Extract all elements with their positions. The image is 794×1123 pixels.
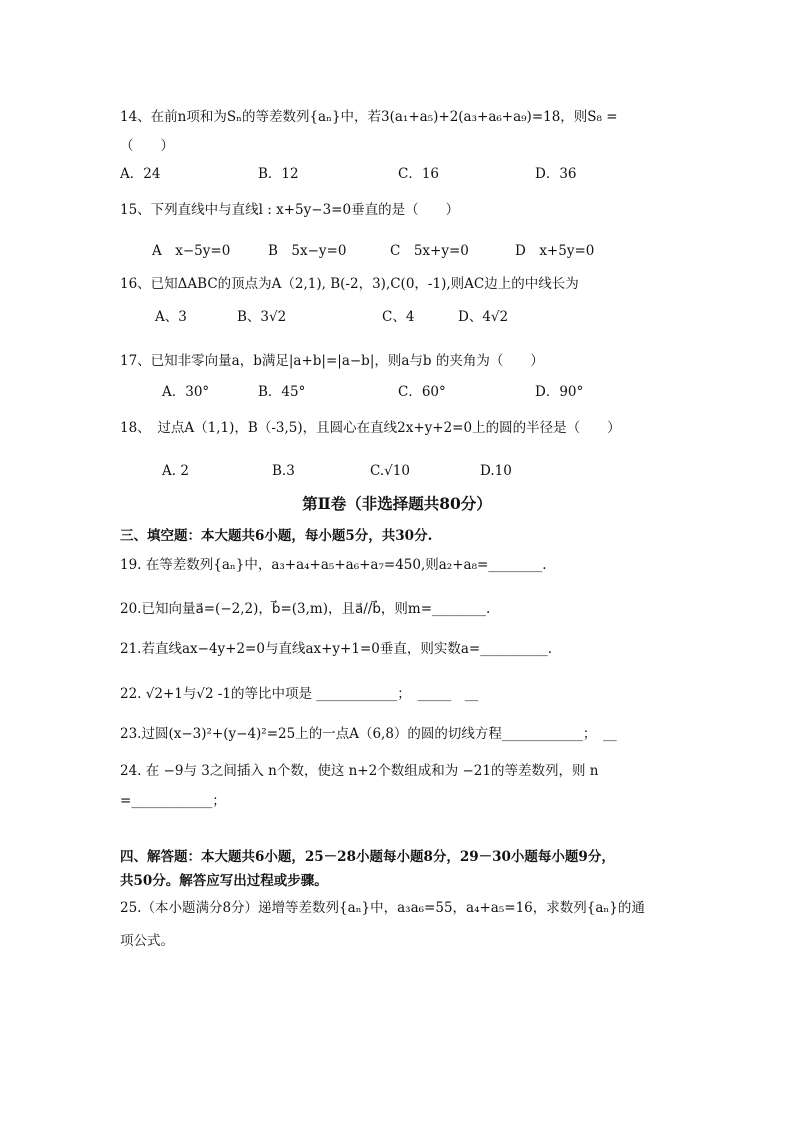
q15-option-c[interactable]: C 5x+y=0	[390, 243, 469, 259]
q14-options	[0, 165, 794, 183]
q17-options	[0, 383, 794, 401]
section4-heading-line2: 共50分。解答应写出过程或步骤。	[120, 873, 328, 889]
q22-text: 22. √2+1与√2 -1的等比中项是 ____________； _____ __	[120, 686, 479, 702]
q16-option-b[interactable]: B、3√2	[237, 309, 287, 325]
q14-stem: 14、在前n项和为Sₙ的等差数列{aₙ}中，若3(a₁+a₅)+2(a₃+a₆+a₉)=18，则S₈ =	[120, 109, 618, 125]
q14-paren: （ ）	[120, 138, 174, 154]
q16-option-d[interactable]: D、4√2	[458, 309, 509, 325]
q18-option-b[interactable]: B.3	[272, 463, 295, 479]
q14-option-b[interactable]: B．12	[258, 166, 299, 182]
section4-heading-line1: 四、解答题：本大题共6小题，25－28小题每小题8分，29－30小题每小题9分，	[120, 849, 615, 865]
q15-option-d[interactable]: D x+5y=0	[515, 243, 595, 259]
q18-option-a[interactable]: A. 2	[162, 463, 189, 479]
q23-text: 23.过圆(x−3)²+(y−4)²=25上的一点A（6,8）的圆的切线方程____________； __	[120, 726, 617, 742]
q17-stem: 17、已知非零向量a，b满足|a+b|=|a−b|，则a与b 的夹角为（ ）	[120, 353, 544, 369]
q25-line1: 25.（本小题满分8分）递增等差数列{aₙ}中，a₃a₆=55，a₄+a₅=16，求数列{aₙ}的通	[120, 900, 645, 916]
q16-option-a[interactable]: A、3	[155, 309, 187, 325]
q16-option-c[interactable]: C、4	[382, 309, 415, 325]
q19-text: 19. 在等差数列{aₙ}中，a₃+a₄+a₅+a₆+a₇=450,则a₂+a₈=________.	[120, 557, 547, 573]
q17-option-d[interactable]: D．90°	[535, 384, 584, 400]
q24-line2: =____________；	[120, 793, 226, 809]
q18-option-c[interactable]: C.√10	[370, 463, 410, 479]
q24-line1: 24. 在 −9与 3之间插入 n个数，使这 n+2个数组成和为 −21的等差数列，则 n	[120, 763, 599, 779]
q14-option-a[interactable]: A．24	[120, 166, 161, 182]
q15-stem: 15、下列直线中与直线l : x+5y−3=0垂直的是（ ）	[120, 202, 460, 218]
section3-heading: 三、填空题：本大题共6小题，每小题5分，共30分.	[120, 528, 433, 544]
q14-option-c[interactable]: C．16	[398, 166, 440, 182]
q16-stem: 16、已知ΔABC的顶点为A（2,1), B(-2，3),C(0，-1),则AC边上的中线长为	[120, 276, 579, 292]
q15-options	[0, 242, 794, 260]
q20-text: 20.已知向量a⃗=(−2,2)，b⃗=(3,m)，且a⃗//b⃗，则m=________.	[120, 601, 491, 617]
q25-line2: 项公式。	[120, 933, 174, 949]
q17-option-c[interactable]: C．60°	[398, 384, 446, 400]
q17-option-a[interactable]: A．30°	[162, 384, 210, 400]
q18-option-d[interactable]: D.10	[480, 463, 512, 479]
q18-options	[0, 462, 794, 480]
q14-option-d[interactable]: D．36	[535, 166, 577, 182]
q16-options	[0, 308, 794, 326]
q21-text: 21.若直线ax−4y+2=0与直线ax+y+1=0垂直，则实数a=__________.	[120, 641, 553, 657]
part2-title: 第Ⅱ卷（非选择题共80分）	[302, 494, 492, 513]
q15-option-b[interactable]: B 5x−y=0	[268, 243, 347, 259]
q17-option-b[interactable]: B．45°	[258, 384, 306, 400]
q18-stem: 18、 过点A（1,1)，B（-3,5)，且圆心在直线2x+y+2=0上的圆的半径是（ ）	[120, 420, 621, 436]
q15-option-a[interactable]: A x−5y=0	[152, 243, 231, 259]
